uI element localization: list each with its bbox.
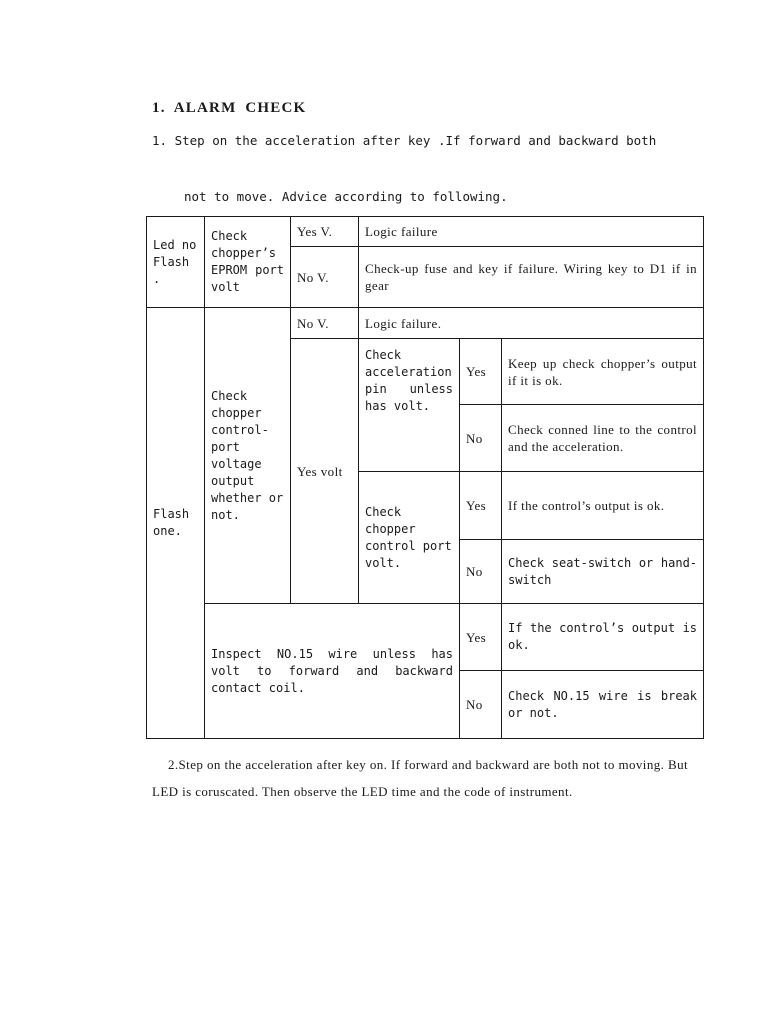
- keep-check-chopper-cell: Keep up check chopper’s output if it is ok.: [502, 339, 704, 405]
- yes-volt-cell: Yes volt: [291, 339, 359, 604]
- no-cell-2: No: [460, 540, 502, 604]
- check-chopper-port-volt-cell: Check chopper control port volt.: [359, 472, 460, 604]
- no-v-cell: No V.: [291, 247, 359, 308]
- step-1-continuation: not to move. Advice according to following.: [184, 189, 508, 204]
- logic-failure-cell: Logic failure: [359, 217, 704, 247]
- check-no15-wire-cell: Check NO.15 wire is break or not.: [502, 671, 704, 739]
- check-control-port-cell: Check chopper control-port voltage output whether or not.: [205, 308, 291, 604]
- table-row: [147, 217, 704, 247]
- check-acceleration-pin-cell: Check acceleration pin unless has volt.: [359, 339, 460, 472]
- fuse-key-check-cell: Check-up fuse and key if failure. Wiring key to D1 if in gear: [359, 247, 704, 308]
- step-1-line: 1. Step on the acceleration after key .If forward and backward both: [152, 133, 657, 148]
- yes-v-cell: Yes V.: [291, 217, 359, 247]
- inspect-no15-cell: Inspect NO.15 wire unless has volt to forward and backward contact coil.: [205, 604, 460, 739]
- led-no-flash-cell: Led no Flash .: [147, 217, 205, 308]
- no-cell: No: [460, 405, 502, 472]
- seat-switch-cell: Check seat-switch or hand-switch: [502, 540, 704, 604]
- alarm-check-table: [146, 216, 704, 739]
- no-v-cell-2: No V.: [291, 308, 359, 339]
- table-row: [147, 308, 704, 339]
- section-heading: 1. ALARM CHECK: [152, 100, 307, 116]
- logic-failure-cell-2: Logic failure.: [359, 308, 704, 339]
- control-output-ok-cell-2: If the control’s output is ok.: [502, 604, 704, 671]
- check-conned-line-cell: Check conned line to the control and the acceleration.: [502, 405, 704, 472]
- yes-cell: Yes: [460, 339, 502, 405]
- yes-cell-2: Yes: [460, 472, 502, 540]
- step-2-text: 2.Step on the acceleration after key on. If forward and backward are both not to moving. But LED is coruscated. Then observe the LED time and the code of instrument.: [152, 757, 688, 799]
- no-cell-3: No: [460, 671, 502, 739]
- flash-one-cell: Flash one.: [147, 308, 205, 739]
- check-eprom-cell: Check chopper’s EPROM port volt: [205, 217, 291, 308]
- table-row: [147, 604, 704, 671]
- step-1-text: [152, 128, 692, 153]
- control-output-ok-cell: If the control’s output is ok.: [502, 472, 704, 540]
- yes-cell-3: Yes: [460, 604, 502, 671]
